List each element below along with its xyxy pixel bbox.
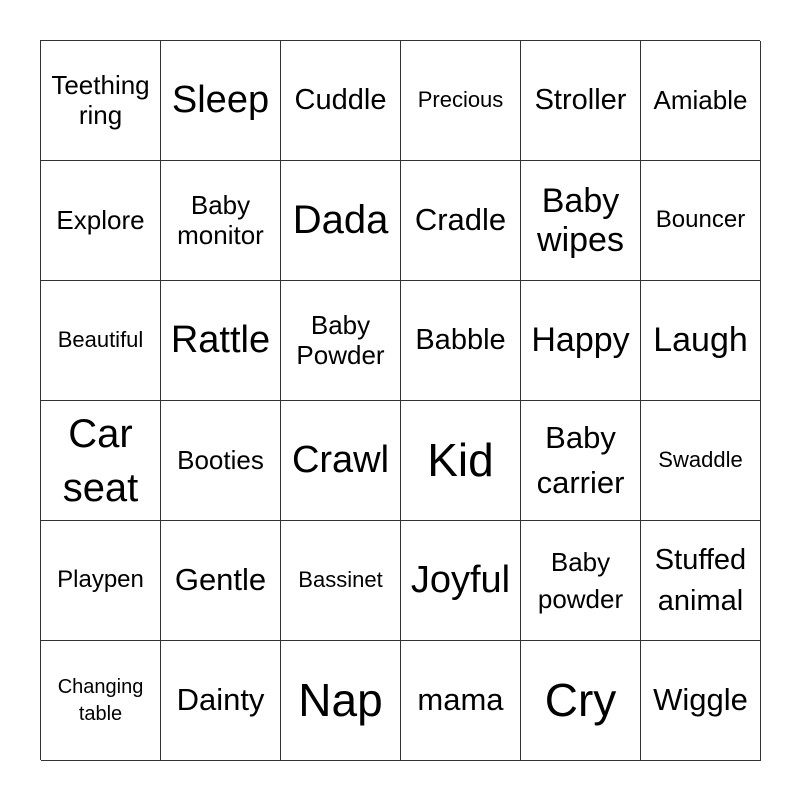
cell-label: Playpen	[57, 566, 144, 594]
cell-label: Precious	[417, 87, 504, 113]
bingo-cell[interactable]	[401, 521, 521, 641]
bingo-cell[interactable]	[281, 161, 401, 281]
cell-label: Booties	[177, 444, 264, 475]
bingo-cell[interactable]	[41, 641, 161, 761]
bingo-cell[interactable]	[401, 641, 521, 761]
bingo-cell[interactable]	[41, 41, 161, 161]
cell-label: Cradle	[414, 202, 507, 238]
cell-label: Car seat	[62, 411, 139, 510]
cell-label: Laugh	[653, 321, 748, 360]
cell-label: Dainty	[176, 682, 265, 718]
bingo-cell[interactable]	[401, 41, 521, 161]
bingo-cell[interactable]	[521, 281, 641, 401]
cell-label: Explore	[56, 204, 145, 235]
bingo-cell[interactable]	[641, 641, 761, 761]
bingo-cell[interactable]	[401, 281, 521, 401]
bingo-cell[interactable]	[521, 641, 641, 761]
bingo-cell[interactable]	[281, 641, 401, 761]
cell-label: Wiggle	[653, 682, 748, 718]
cell-label: Baby Powder	[296, 310, 385, 370]
bingo-cell[interactable]	[41, 161, 161, 281]
bingo-cell[interactable]	[161, 41, 281, 161]
cell-label: Nap	[298, 673, 383, 726]
bingo-cell[interactable]	[161, 281, 281, 401]
bingo-cell[interactable]	[641, 161, 761, 281]
cell-label: Gentle	[174, 562, 267, 598]
cell-label: Happy	[531, 321, 630, 360]
cell-label: Kid	[427, 433, 494, 486]
cell-label: Baby wipes	[537, 182, 624, 259]
bingo-cell[interactable]	[521, 521, 641, 641]
bingo-cell[interactable]	[641, 521, 761, 641]
cell-label: Bouncer	[655, 206, 746, 234]
cell-label: Baby monitor	[177, 190, 264, 250]
cell-label: Baby powder	[537, 547, 624, 614]
bingo-cell[interactable]	[161, 161, 281, 281]
cell-label: Dada	[292, 198, 389, 243]
cell-label: Swaddle	[658, 447, 743, 473]
bingo-cell[interactable]	[281, 41, 401, 161]
cell-label: Crawl	[291, 439, 390, 482]
cell-label: Cry	[544, 673, 617, 726]
cell-label: Baby carrier	[536, 420, 625, 500]
bingo-cell[interactable]	[641, 281, 761, 401]
bingo-cell[interactable]	[281, 401, 401, 521]
bingo-cell[interactable]	[161, 641, 281, 761]
cell-label: Teething ring	[51, 70, 150, 130]
cell-label: Babble	[415, 324, 506, 357]
bingo-cell[interactable]	[641, 401, 761, 521]
cell-label: Stuffed animal	[654, 544, 747, 617]
cell-label: mama	[417, 682, 504, 718]
bingo-cell[interactable]	[281, 521, 401, 641]
cell-label: Joyful	[410, 559, 511, 602]
cell-label: Cuddle	[294, 84, 387, 117]
bingo-cell[interactable]	[161, 521, 281, 641]
bingo-cell[interactable]	[41, 521, 161, 641]
bingo-cell[interactable]	[41, 401, 161, 521]
cell-label: Beautiful	[57, 327, 144, 353]
bingo-cell[interactable]	[521, 401, 641, 521]
bingo-cell[interactable]	[521, 161, 641, 281]
bingo-cell[interactable]	[641, 41, 761, 161]
bingo-board	[40, 40, 760, 760]
bingo-cell[interactable]	[41, 281, 161, 401]
cell-label: Rattle	[170, 319, 271, 362]
cell-label: Sleep	[171, 79, 270, 122]
cell-label: Stroller	[534, 84, 627, 117]
bingo-cell[interactable]	[401, 161, 521, 281]
cell-label: Bassinet	[298, 567, 383, 593]
bingo-cell[interactable]	[401, 401, 521, 521]
cell-label: Changing table	[57, 675, 144, 725]
bingo-cell[interactable]	[521, 41, 641, 161]
bingo-cell[interactable]	[161, 401, 281, 521]
bingo-cell[interactable]	[281, 281, 401, 401]
cell-label: Amiable	[653, 84, 748, 115]
